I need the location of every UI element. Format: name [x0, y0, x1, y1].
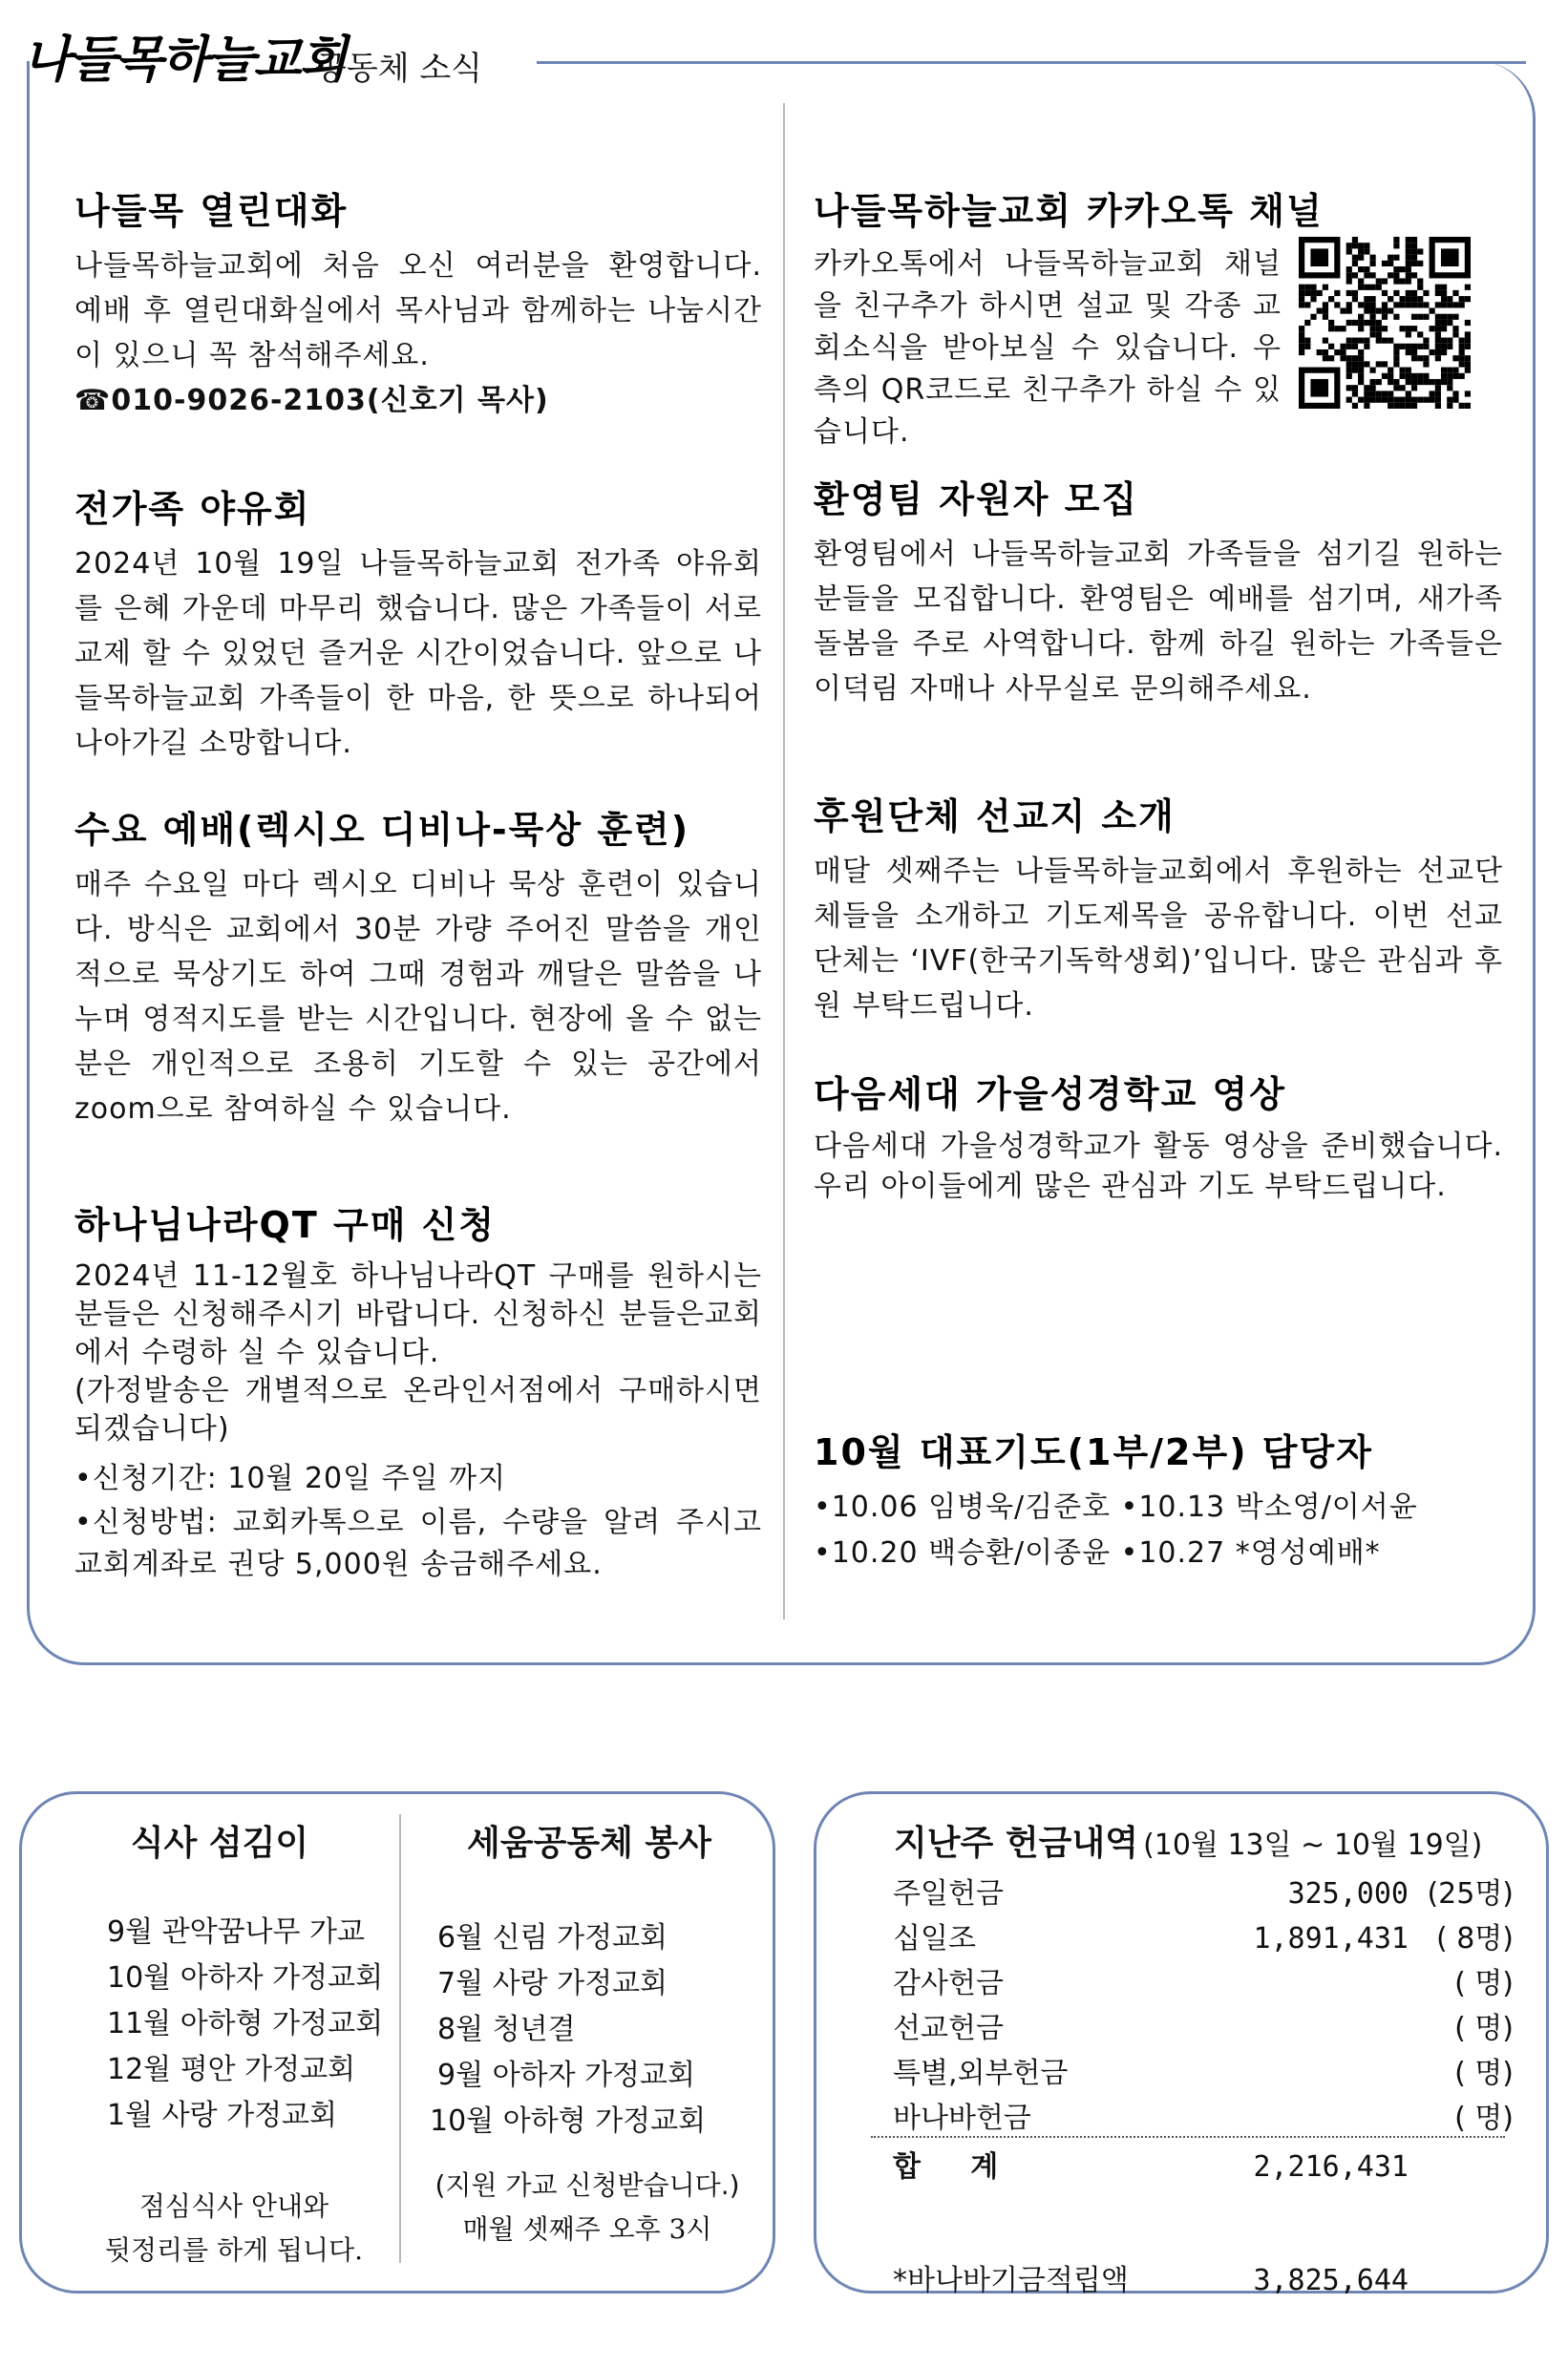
total-amount: 2,216,431: [1253, 2150, 1409, 2184]
meal-list: [107, 1910, 383, 2139]
table-row: [893, 1916, 1514, 1961]
row-label: 바나바헌금: [893, 2102, 1031, 2135]
section-title: 나들목 열린대화: [74, 190, 349, 232]
prayer-section: [814, 1423, 1418, 1576]
section-body: 카카오톡에서 나들목하늘교회 채널을 친구추가 하시면 설교 및 각종 교회소식을 받아보실 수 있습니다. 우측의 QR코드로 친구추가 하실 수 있습니다.: [814, 247, 1282, 449]
table-row: [893, 1871, 1514, 1916]
column-divider: [783, 103, 785, 1619]
section-body: 다음세대 가을성경학교가 활동 영상을 준비했습니다. 우리 아이들에게 많은 관심과 기도 부탁드립니다.: [814, 1130, 1503, 1203]
section-title: 하나님나라QT 구매 신청: [74, 1204, 497, 1246]
row-label: 주일헌금: [893, 1877, 1004, 1911]
section-title: 나들목하늘교회 카카오톡 채널: [814, 190, 1324, 232]
section-title: 전가족 야유회: [74, 488, 311, 530]
row-label: 감사헌금: [893, 1967, 1004, 2000]
note-line: 점심식사 안내와: [138, 2190, 329, 2222]
missions-section: [814, 787, 1503, 1028]
section-body: 환영팀에서 나들목하늘교회 가족들을 섬기길 원하는 분들을 모집합니다. 환영팀은 예배를 섬기며, 새가족 돌봄을 주로 사역합니다. 함께 하길 원하는 가족들은 이덕림 자매나 사무실로 문의해주세요.: [814, 538, 1503, 706]
row-amount: 325,000: [1287, 1877, 1409, 1911]
picnic-section: [74, 479, 762, 766]
section-body: 2024년 10월 19일 나들목하늘교회 전가족 야유회를 은혜 가운데 마무리 했습니다. 많은 가족들이 서로 교제 할 수 있었던 즐거운 시간이었습니다. 앞으로 나들목하늘교회 가족들이 한 마음, 한 뜻으로 하나되어 나아가길 소망합니다.: [74, 547, 762, 760]
banana-fund-row: [893, 2258, 1514, 2303]
offering-title: 지난주 헌금내역: [894, 1824, 1138, 1863]
table-row: [893, 2006, 1514, 2051]
section-body: 나들목하늘교회에 처음 오신 여러분을 환영합니다. 예배 후 열린대화실에서 목사님과 함께하는 나눔시간이 있으니 꼭 참석해주세요.: [74, 249, 762, 372]
apply-period: •신청기간: 10월 20일 주일 까지: [74, 1462, 507, 1495]
row-label: 선교헌금: [893, 2012, 1004, 2045]
row-count: ( 명): [1454, 2057, 1514, 2090]
kakao-channel-section: [814, 181, 1324, 454]
list-item: 8월 청년결: [437, 2013, 576, 2046]
list-item: 12월 평안 가정교회: [107, 2053, 356, 2086]
table-row: [893, 1961, 1514, 2006]
welcome-team-section: [814, 470, 1503, 711]
prayer-line: •10.20 백승환/이종윤 •10.27 *영성예배*: [814, 1536, 1381, 1570]
table-row: [893, 2096, 1514, 2141]
service-note: (지원 가교 신청받습니다.): [434, 2169, 740, 2201]
next-gen-section: [814, 1065, 1503, 1207]
row-count: ( 명): [1454, 2102, 1514, 2135]
list-item: 10월 아하형 가정교회: [430, 2104, 707, 2138]
list-item: 7월 사랑 가정교회: [437, 1967, 668, 2000]
apply-method: •신청방법: 교회카톡으로 이름, 수량을 알려 주시고 교회계좌로 권당 5,000원 송금해주세요.: [74, 1506, 762, 1581]
note-line: 뒷정리를 하게 됩니다.: [104, 2234, 364, 2266]
row-count: ( 명): [1454, 2012, 1514, 2045]
meal-note: [57, 2185, 411, 2273]
list-item: 1월 사랑 가정교회: [107, 2099, 338, 2132]
service-list: [430, 1915, 706, 2145]
table-row: [893, 2051, 1514, 2096]
section-title: 후원단체 선교지 소개: [814, 795, 1176, 837]
list-item: 9월 관악꿈나무 가교: [107, 1915, 365, 1949]
header-subtitle: 공동체 소식: [315, 50, 483, 88]
service-note: 매월 셋째주 오후 3시: [462, 2213, 712, 2245]
row-label: 특별,외부헌금: [893, 2057, 1069, 2090]
qt-order-section: [74, 1195, 762, 1586]
section-title: 다음세대 가을성경학교 영상: [814, 1073, 1286, 1115]
list-item: 9월 아하자 가정교회: [437, 2059, 695, 2092]
open-talk-section: [74, 181, 762, 423]
qr-code-icon[interactable]: [1299, 237, 1471, 409]
section-title: 환영팀 자원자 모집: [814, 478, 1139, 520]
offering-heading: [894, 1816, 1482, 1865]
section-body: 2024년 11-12월호 하나님나라QT 구매를 원하시는 분들은 신청해주시기 바랍니다. 신청하신 분들은교회에서 수령하 실 수 있습니다.: [74, 1259, 762, 1369]
list-item: 11월 아하형 가정교회: [107, 2007, 384, 2040]
wednesday-service-section: [74, 800, 762, 1131]
offering-table: [893, 1871, 1514, 2141]
row-count: ( 명): [1454, 1967, 1514, 2000]
row-count: (25명): [1427, 1877, 1514, 1911]
section-body: 매주 수요일 마다 렉시오 디비나 묵상 훈련이 있습니다. 방식은 교회에서 30분 가량 주어진 말씀을 개인적으로 묵상기도 하여 그때 경험과 깨달은 말씀을 나누며 영적지도를 받는 시간입니다. 현장에 올 수 없는 분은 개인적으로 조용히 기도할 수 있는 공간에서 zoom으로 참여하실 수 있습니다.: [74, 868, 762, 1126]
church-logo: 나들목하늘교회: [23, 31, 346, 89]
banana-amount: 3,825,644: [1253, 2264, 1409, 2297]
total-separator: [871, 2136, 1505, 2138]
total-label: 합 계: [893, 2150, 999, 2184]
banana-label: *바나바기금적립액: [893, 2264, 1129, 2297]
section-body: 매달 셋째주는 나들목하늘교회에서 후원하는 선교단체들을 소개하고 기도제목을 공유합니다. 이번 선교단체는 ‘IVF(한국기독학생회)’입니다. 많은 관심과 후원 부탁드립니다.: [814, 855, 1503, 1023]
total-row: [893, 2145, 1514, 2189]
prayer-line: •10.06 임병욱/김준호 •10.13 박소영/이서윤: [814, 1491, 1418, 1524]
row-amount: 1,891,431: [1253, 1922, 1409, 1956]
section-note: (가정발송은 개별적으로 온라인서점에서 구매하시면 되겠습니다): [74, 1374, 762, 1446]
meal-title: 식사 섬김이: [130, 1824, 309, 1863]
contact-phone: ☎010-9026-2103(신호기 목사): [74, 384, 549, 417]
list-item: 10월 아하자 가정교회: [107, 1961, 384, 1995]
list-item: 6월 신림 가정교회: [437, 1921, 668, 1955]
section-title: 수요 예배(렉시오 디비나-묵상 훈련): [74, 809, 690, 851]
row-label: 십일조: [893, 1922, 976, 1956]
row-count: ( 8명): [1435, 1922, 1514, 1956]
section-title: 10월 대표기도(1부/2부) 담당자: [814, 1431, 1373, 1473]
offering-period: (10월 13일 ~ 10월 19일): [1143, 1829, 1483, 1862]
service-title: 세움공동체 봉사: [467, 1824, 711, 1863]
